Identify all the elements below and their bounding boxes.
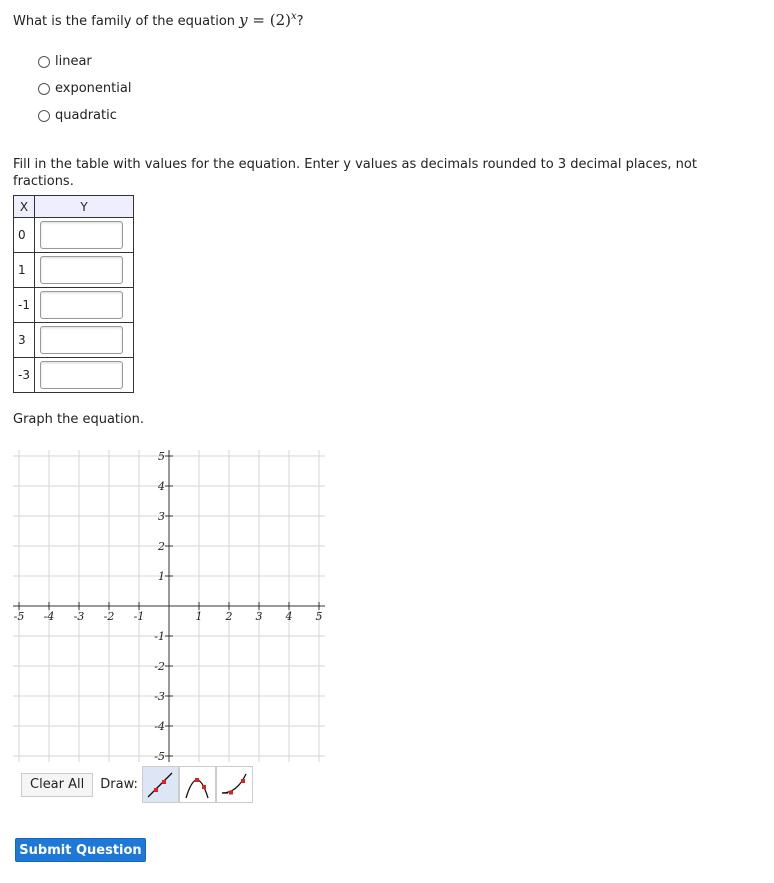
x-tick-label: -5: [13, 610, 25, 623]
y-tick-label: -4: [154, 720, 165, 733]
table-instructions: Fill in the table with values for the equation. Enter y values as decimals rounded to 3 decimal places, not fractions.: [13, 157, 697, 189]
y-tick-label: -2: [154, 660, 165, 673]
y-input-xneg3[interactable]: [40, 361, 123, 389]
choice-exponential[interactable]: [38, 75, 131, 102]
radio-quadratic[interactable]: [38, 110, 50, 122]
exponential-tool-button[interactable]: [216, 766, 253, 803]
choice-quadratic[interactable]: [38, 102, 131, 129]
x-value: 0: [14, 218, 35, 253]
y-input-x1[interactable]: [40, 256, 123, 284]
y-tick-label: -5: [154, 750, 165, 762]
graph-toolbar: [21, 766, 253, 803]
line-tool-button[interactable]: [142, 766, 179, 803]
table-row: [14, 218, 134, 253]
y-tick-label: 3: [158, 510, 165, 523]
radio-exponential[interactable]: [38, 83, 50, 95]
exponential-tool-icon: [219, 770, 249, 800]
clear-all-button[interactable]: Clear All: [21, 773, 93, 797]
x-tick-label: 5: [315, 610, 323, 623]
x-value: 1: [14, 253, 35, 288]
y-tick-label: 2: [158, 540, 165, 553]
x-tick-label: -4: [43, 610, 55, 623]
y-input-xneg1[interactable]: [40, 291, 123, 319]
radio-linear[interactable]: [38, 56, 50, 68]
line-tool-icon: [145, 770, 175, 800]
x-header: X: [14, 196, 35, 218]
draw-label: Draw:: [100, 777, 138, 792]
x-value: -1: [14, 288, 35, 323]
question-text: What is the family of the equation: [13, 14, 236, 29]
y-input-x0[interactable]: [40, 221, 123, 249]
parabola-tool-button[interactable]: [179, 766, 216, 803]
y-tick-label: 5: [158, 450, 165, 463]
submit-button[interactable]: Submit Question: [15, 838, 146, 862]
x-tick-label: -3: [73, 610, 85, 623]
graph-canvas[interactable]: [13, 450, 325, 762]
parabola-tool-icon: [182, 770, 212, 800]
x-tick-label: 4: [285, 610, 293, 623]
y-tick-label: 4: [158, 480, 165, 493]
equation: $y = (2)^x$: [239, 11, 297, 29]
x-tick-label: -2: [103, 610, 115, 623]
choice-label: linear: [55, 54, 92, 69]
choice-label: quadratic: [55, 108, 117, 123]
y-input-x3[interactable]: [40, 326, 123, 354]
values-table: [13, 195, 134, 393]
y-tick-label: -3: [154, 690, 165, 703]
y-tick-label: 1: [158, 570, 165, 583]
x-value: 3: [14, 323, 35, 358]
x-tick-label: 2: [225, 610, 233, 623]
x-value: -3: [14, 358, 35, 393]
x-tick-label: -1: [133, 610, 145, 623]
y-header: Y: [35, 196, 134, 218]
y-tick-label: -1: [154, 630, 165, 643]
choice-linear[interactable]: [38, 48, 131, 75]
graph-label: Graph the equation.: [13, 412, 144, 427]
table-row: [14, 323, 134, 358]
choice-label: exponential: [55, 81, 132, 96]
x-tick-label: 1: [195, 610, 203, 623]
answer-choices: [38, 48, 131, 129]
table-row: [14, 358, 134, 393]
table-row: [14, 253, 134, 288]
table-row: [14, 288, 134, 323]
x-tick-label: 3: [255, 610, 263, 623]
question-prompt: What is the family of the equation $y = (2)^x$?: [13, 11, 304, 29]
